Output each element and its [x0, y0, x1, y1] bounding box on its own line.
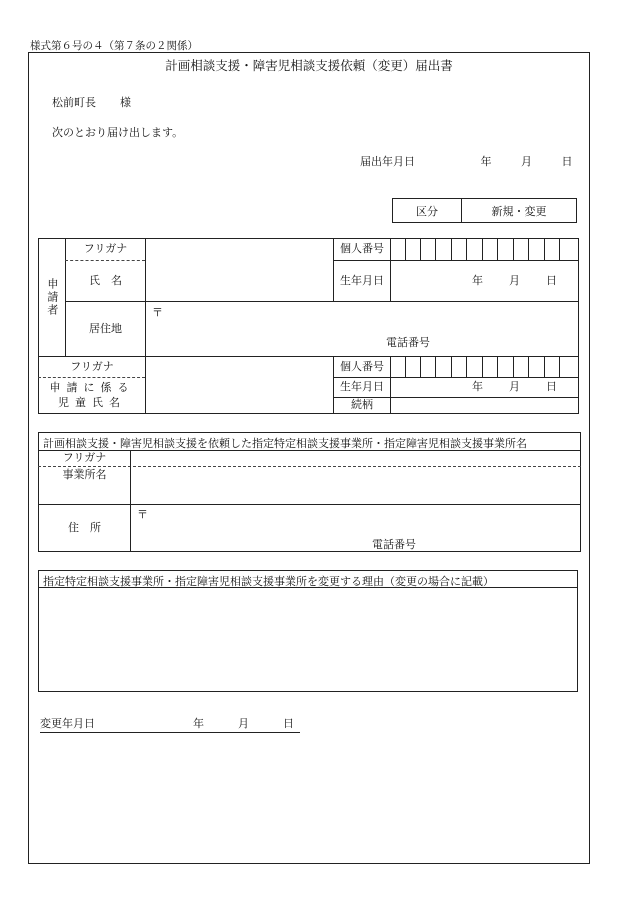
child-birthdate-input[interactable]: [391, 378, 578, 397]
child-name-input[interactable]: [146, 378, 333, 413]
office-name-label: 事業所名: [62, 467, 107, 481]
office-header: 計画相談支援・障害児相談支援を依頼した指定特定相談支援事業所・指定障害児相談支援事業所名: [43, 437, 527, 450]
applicant-birthdate-label: 生年月日: [340, 273, 384, 287]
applicant-group-label: 申請者: [45, 278, 59, 317]
office-phone-label: 電話番号: [372, 538, 416, 551]
child-personal-number-input[interactable]: [391, 357, 578, 377]
child-name-label-line1: 申請に係る: [49, 380, 135, 394]
applicant-birth-day: 日: [546, 273, 557, 287]
kubun-label: 区分: [393, 199, 462, 222]
addressee: [52, 94, 131, 110]
child-birthdate-label: 生年月日: [340, 380, 384, 394]
addressee-suffix: 様: [120, 96, 131, 109]
applicant-birth-month: 月: [509, 273, 520, 287]
change-year-label: 年: [193, 717, 204, 730]
office-furigana-input[interactable]: [131, 451, 580, 466]
child-birth-year: 年: [472, 380, 483, 394]
change-day-label: 日: [283, 717, 294, 730]
applicant-personal-number-input[interactable]: [391, 239, 578, 260]
applicant-address-label: 居住地: [89, 321, 122, 335]
change-date-line[interactable]: [40, 715, 300, 733]
applicant-name-input[interactable]: [146, 261, 333, 301]
applicant-phone-label: 電話番号: [386, 336, 430, 349]
applicant-personal-number-label: 個人番号: [340, 242, 384, 256]
applicant-furigana-input[interactable]: [146, 239, 333, 260]
kubun-value[interactable]: 新規・変更: [491, 204, 547, 218]
submission-date-line: [360, 153, 573, 169]
child-relation-label: 続柄: [351, 398, 373, 412]
office-name-input[interactable]: [131, 467, 580, 504]
kubun-box: [392, 198, 577, 223]
applicant-birth-year: 年: [472, 273, 483, 287]
child-birth-month: 月: [509, 380, 520, 394]
child-relation-input[interactable]: [391, 398, 578, 413]
reason-header: 指定特定相談支援事業所・指定障害児相談支援事業所を変更する理由（変更の場合に記載）: [43, 575, 494, 588]
submission-date-label: 届出年月日: [360, 155, 415, 168]
office-address-label: 住 所: [68, 520, 101, 534]
submission-year-label: 年: [480, 155, 492, 168]
submission-day-label: 日: [561, 155, 573, 168]
child-name-label-line2: 児童氏名: [58, 395, 126, 409]
office-postal-mark: 〒: [137, 508, 148, 521]
submission-month-label: 月: [521, 155, 532, 168]
office-address-input[interactable]: [131, 505, 580, 551]
child-furigana-input[interactable]: [146, 357, 333, 377]
addressee-name: 松前町長: [52, 96, 96, 109]
change-date-label: 変更年月日: [40, 717, 95, 730]
change-month-label: 月: [238, 717, 249, 730]
child-personal-number-label: 個人番号: [340, 359, 384, 373]
reason-input[interactable]: [39, 588, 577, 691]
child-furigana-label: フリガナ: [70, 359, 114, 373]
form-number-note: 様式第６号の４（第７条の２関係）: [30, 40, 198, 52]
applicant-address-input[interactable]: [146, 302, 578, 356]
applicant-postal-mark: 〒: [152, 306, 163, 319]
applicant-birthdate-input[interactable]: [391, 261, 578, 301]
applicant-name-label: 氏 名: [89, 273, 122, 287]
form-title: 計画相談支援・障害児相談支援依頼（変更）届出書: [165, 58, 453, 73]
office-furigana-label: フリガナ: [62, 451, 107, 465]
intro-text: 次のとおり届け出します。: [52, 126, 184, 139]
child-birth-day: 日: [546, 380, 557, 394]
child-name-label: [39, 378, 145, 413]
applicant-furigana-label: フリガナ: [83, 242, 128, 256]
